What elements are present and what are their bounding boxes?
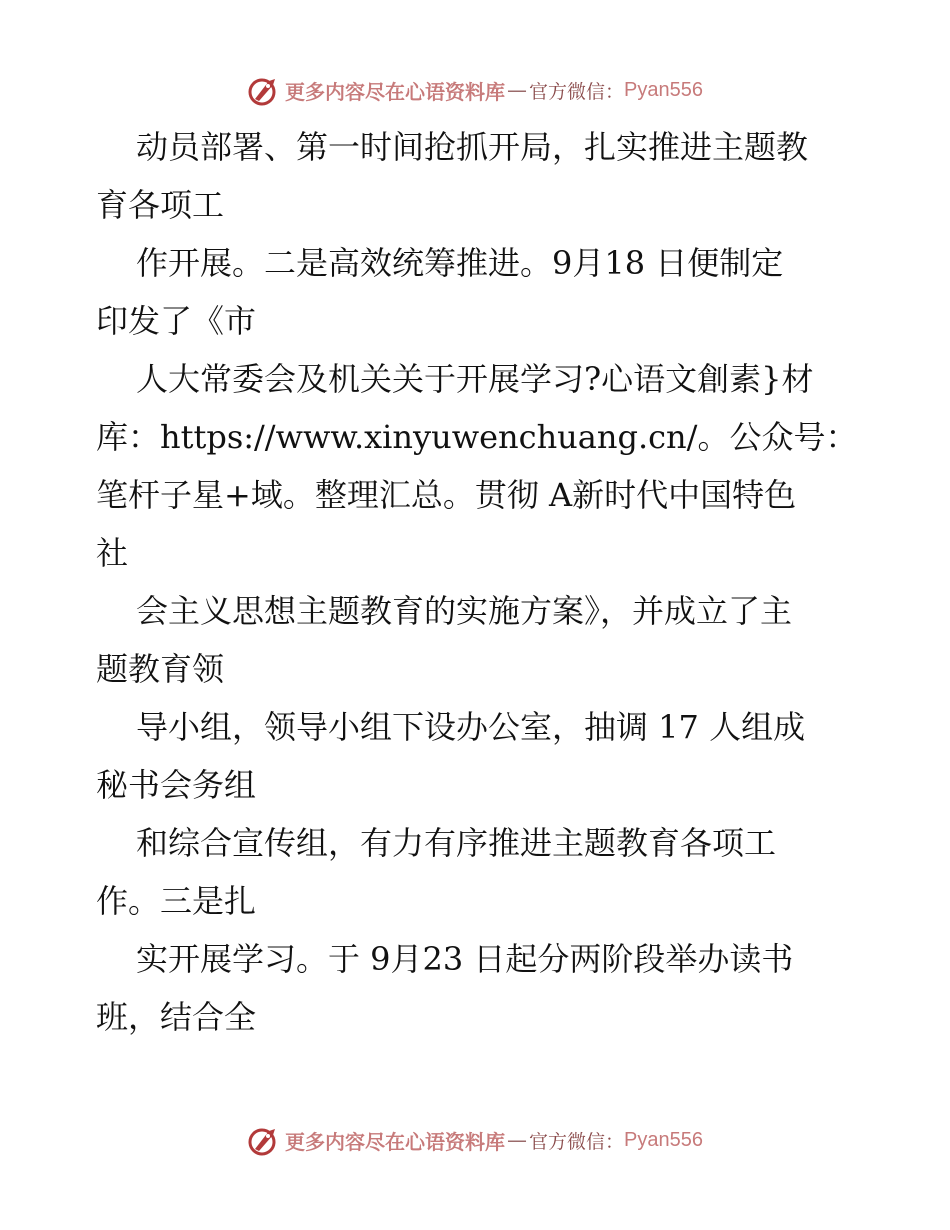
body-line: 笔杆子星+域。整理汇总。贯彻 A新时代中国特色 (96, 476, 797, 514)
body-line: 印发了《市 (96, 302, 257, 340)
body-line: 作开展。二是高效统筹推进。9月18 日便制定 (136, 244, 784, 282)
banner-site-text: 更多内容尽在心语资料库 (285, 1129, 505, 1154)
body-line: 人大常委会及机关关于开展学习?心语文創素}材 (136, 360, 814, 398)
body-line: 会主义思想主题教育的实施方案》，并成立了主 (136, 592, 793, 630)
body-line: 作。三是扎 (96, 882, 257, 920)
banner-site-text: 更多内容尽在心语资料库 (285, 79, 505, 104)
footer-watermark-banner (0, 1120, 950, 1160)
body-line: 育各项工 (96, 186, 225, 224)
body-line: 题教育领 (96, 650, 225, 688)
pen-nib-logo-icon (247, 73, 281, 107)
header-watermark-banner (0, 70, 950, 110)
banner-wechat-label: 官方微信： (529, 1130, 625, 1153)
banner-wechat-id: Pyan556 (624, 1128, 703, 1151)
body-line: 班，结合全 (96, 998, 257, 1036)
banner-dash: — (507, 78, 527, 102)
body-line: 库：https://www.xinyuwenchuang.cn/。公众号： (96, 418, 858, 456)
body-line: 社 (96, 534, 129, 572)
banner-dash: — (507, 1128, 527, 1152)
banner-wechat-label: 官方微信： (529, 80, 625, 103)
body-line: 秘书会务组 (96, 766, 257, 804)
body-line: 动员部署、第一时间抢抓开局，扎实推进主题教 (136, 128, 809, 166)
body-line: 实开展学习。于 9月23 日起分两阶段举办读书 (136, 940, 794, 978)
body-line: 和综合宣传组，有力有序推进主题教育各项工 (136, 824, 777, 862)
document-body (96, 118, 866, 1046)
body-line: 导小组，领导小组下设办公室，抽调 17 人组成 (136, 708, 806, 746)
pen-nib-logo-icon (247, 1123, 281, 1157)
banner-wechat-id: Pyan556 (624, 78, 703, 101)
